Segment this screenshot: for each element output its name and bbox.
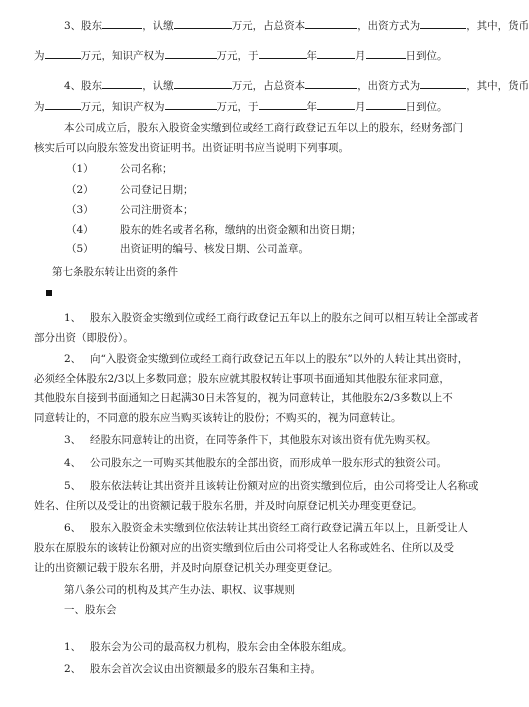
blank-field (259, 48, 307, 59)
list-item: （2） 公司登记日期； (66, 184, 194, 196)
article-7-title: 第七条股东转让出资的条件 (52, 266, 178, 278)
clause-2-line-3: 其他股东自接到书面通知之日起满30日未答复的，视为同意转让，其他股东2/3多数以上不 (34, 392, 453, 404)
blank-field (45, 99, 81, 110)
blank-field (305, 18, 357, 29)
clause-4: 4、 公司股东之一可购买其他股东的全部出资，而形成单一股东形式的独资公司。 (64, 457, 447, 469)
blank-field (102, 78, 142, 89)
clause-5-line-2: 姓名、住所以及受让的出资额记载于股东名册，并及时向原登记机关办理变更登记。 (34, 500, 423, 512)
clause-1-line-1: 1、 股东入股资金实缴到位或经工商行政登记五年以上的股东之间可以相互转让全部或者 (64, 312, 479, 324)
intro-line-2: 核实后可以向股东签发出资证明书。出资证明书应当说明下列事项。 (34, 142, 349, 154)
blank-field (317, 99, 355, 110)
blank-field (317, 48, 355, 59)
blank-field (165, 48, 217, 59)
blank-field (102, 18, 142, 29)
clause-6-line-1: 6、 股东入股资金未实缴到位依法转让其出资经工商行政登记满五年以上，且新受让人 (64, 522, 468, 534)
intro-line-1: 本公司成立后，股东入股资金实缴到位或经工商行政登记五年以上的股东，经财务部门 (64, 122, 463, 134)
shareholder-3-line-1: 3、股东 ，认缴 万元，占总资本 ，出资方式为 ，其中，货币 (64, 20, 529, 32)
clause-1-line-2: 部分出资（即股份）。 (34, 332, 134, 344)
list-item: （1） 公司名称； (66, 163, 173, 175)
clause-2-line-1: 2、 向“入股资金实缴到位或经工商行政登记五年以上的股东”以外的人转让其出资时， (64, 353, 469, 365)
shareholder-3-line-2: 为 万元，知识产权为 万元，于 年 月 日到位。 (34, 50, 448, 62)
blank-field (305, 78, 357, 89)
shareholder-4-line-1: 4、股东 ，认缴 万元，占总资本 ，出资方式为 ，其中，货币 (64, 80, 529, 92)
blank-field (420, 78, 466, 89)
clause-6-line-2: 股东在原股东的该转让份额对应的出资实缴到位后由公司将受让人名称或姓名、住所以及受 (34, 542, 454, 554)
blank-field (259, 99, 307, 110)
blank-field (174, 78, 232, 89)
blank-field (366, 99, 406, 110)
clause-6-line-3: 让的出资额记载于股东名册，并及时向原登记机关办理变更登记。 (34, 562, 339, 574)
blank-field (366, 48, 406, 59)
shareholder-4-line-2: 为 万元，知识产权为 万元，于 年 月 日到位。 (34, 101, 448, 113)
section-shareholders-meeting-title: 一、股东会 (64, 604, 117, 616)
clause-2-line-2: 必须经全体股东2/3以上多数同意；股东应就其股权转让事项书面通知其他股东征求同意， (34, 373, 450, 385)
list-item: （3） 公司注册资本； (66, 204, 194, 216)
meeting-clause-2: 2、 股东会首次会议由出资额最多的股东召集和主持。 (64, 663, 321, 675)
blank-field (420, 18, 466, 29)
blank-field (174, 18, 232, 29)
list-item: （4） 股东的姓名或者名称，缴纳的出资金额和出资日期； (66, 224, 362, 236)
meeting-clause-1: 1、 股东会为公司的最高权力机构，股东会由全体股东组成。 (64, 641, 353, 653)
clause-5-line-1: 5、 股东依法转让其出资并且该转让份额对应的出资实缴到位后，由公司将受让人名称或 (64, 480, 479, 492)
blank-field (165, 99, 217, 110)
list-item: （5） 出资证明的编号、核发日期、公司盖章。 (66, 243, 309, 255)
article-8-title: 第八条公司的机构及其产生办法、职权、议事规则 (64, 584, 295, 596)
blank-field (45, 48, 81, 59)
clause-3: 3、 经股东同意转让的出资，在同等条件下，其他股东对该出资有优先购买权。 (64, 434, 437, 446)
clause-2-line-4: 同意转让的，不同意的股东应当购买该转让的股份；不购买的，视为同意转让。 (34, 412, 402, 424)
square-bullet-icon (46, 290, 52, 296)
